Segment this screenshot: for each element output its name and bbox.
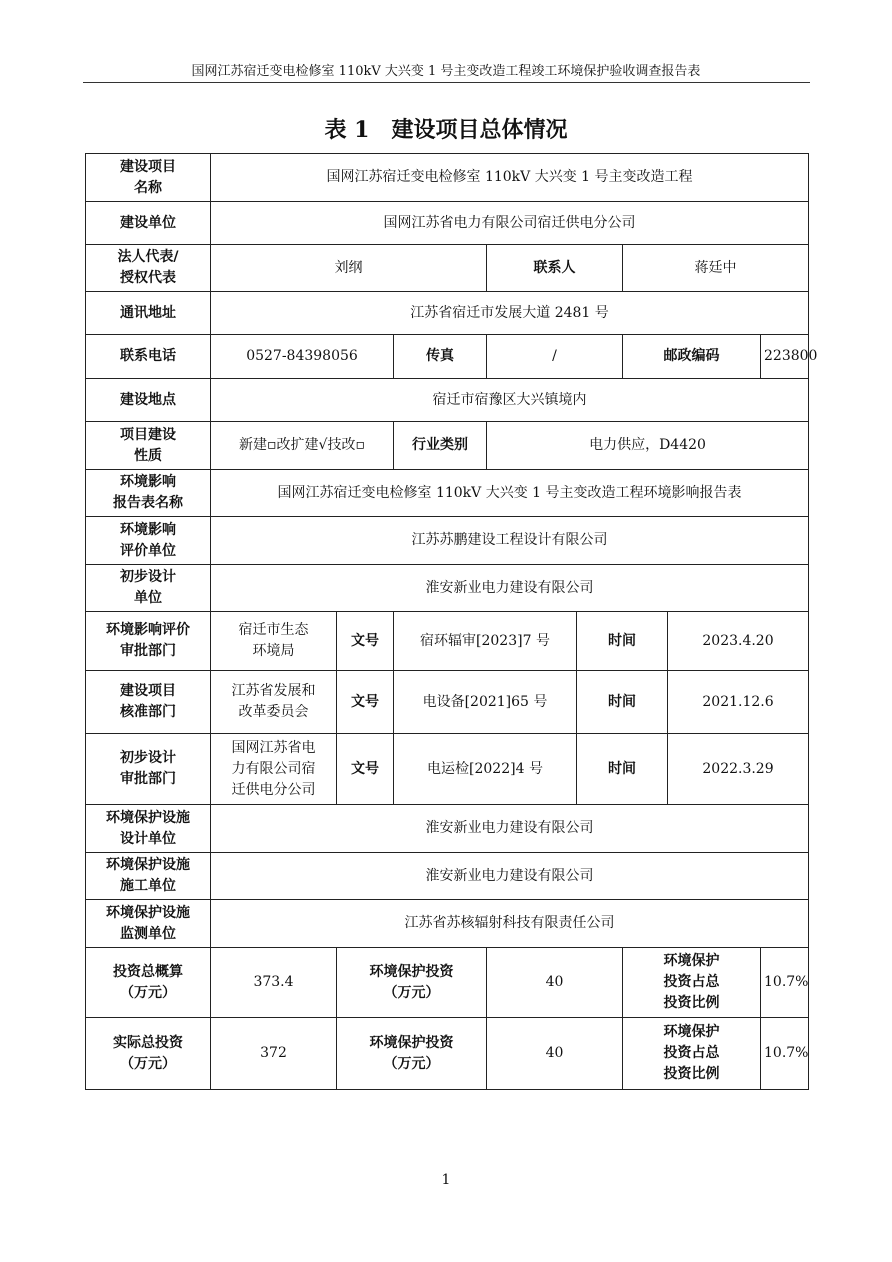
value-env-design-unit: 淮安新业电力建设有限公司 — [211, 805, 809, 853]
label-estimated-env-investment: 环境保护投资 （万元） — [337, 948, 487, 1018]
label-postcode: 邮政编码 — [623, 335, 761, 379]
row-env-monitoring-unit — [86, 900, 809, 948]
row-eia-approval — [86, 612, 809, 671]
label-design-approval-time: 时间 — [577, 734, 668, 805]
row-prelim-design-unit — [86, 565, 809, 612]
row-location — [86, 379, 809, 422]
row-legal-rep — [86, 245, 809, 292]
label-env-monitoring-unit: 环境保护设施 监测单位 — [86, 900, 211, 948]
label-fax: 传真 — [394, 335, 487, 379]
label-eia-unit: 环境影响 评价单位 — [86, 517, 211, 565]
row-address — [86, 292, 809, 335]
value-nature: 新建▫改扩建√技改▫ — [211, 422, 394, 470]
value-eia-approval-time: 2023.4.20 — [668, 612, 809, 671]
header-rule — [83, 82, 810, 83]
value-env-monitoring-unit: 江苏省苏核辐射科技有限责任公司 — [211, 900, 809, 948]
label-eia-approval-time: 时间 — [577, 612, 668, 671]
label-env-construction-unit: 环境保护设施 施工单位 — [86, 853, 211, 900]
value-fax: / — [487, 335, 623, 379]
label-contact: 联系人 — [487, 245, 623, 292]
value-design-approval-time: 2022.3.29 — [668, 734, 809, 805]
value-postcode: 223800 — [761, 335, 809, 379]
label-estimated-ratio: 环境保护 投资占总 投资比例 — [623, 948, 761, 1018]
value-actual-env-investment: 40 — [487, 1018, 623, 1090]
label-phone: 联系电话 — [86, 335, 211, 379]
value-project-approval-doc: 电设备[2021]65 号 — [394, 671, 577, 734]
value-env-construction-unit: 淮安新业电力建设有限公司 — [211, 853, 809, 900]
row-nature — [86, 422, 809, 470]
label-eia-approval: 环境影响评价 审批部门 — [86, 612, 211, 671]
label-estimated-investment: 投资总概算 （万元） — [86, 948, 211, 1018]
row-env-design-unit — [86, 805, 809, 853]
table-title: 表 1 建设项目总体情况 — [324, 117, 568, 143]
label-actual-env-investment: 环境保护投资 （万元） — [337, 1018, 487, 1090]
label-project-approval-doc: 文号 — [337, 671, 394, 734]
row-project-approval — [86, 671, 809, 734]
label-eia-report-name: 环境影响 报告表名称 — [86, 470, 211, 517]
value-location: 宿迁市宿豫区大兴镇境内 — [211, 379, 809, 422]
running-header: 国网江苏宿迁变电检修室 110kV 大兴变 1 号主变改造工程竣工环境保护验收调查报告表 — [191, 64, 701, 79]
label-location: 建设地点 — [86, 379, 211, 422]
value-eia-approval-doc: 宿环辐审[2023]7 号 — [394, 612, 577, 671]
value-project-name: 国网江苏宿迁变电检修室 110kV 大兴变 1 号主变改造工程 — [211, 154, 809, 202]
row-actual-investment — [86, 1018, 809, 1090]
row-design-approval — [86, 734, 809, 805]
label-legal-rep: 法人代表/ 授权代表 — [86, 245, 211, 292]
label-design-approval: 初步设计 审批部门 — [86, 734, 211, 805]
value-project-approval-dept: 江苏省发展和 改革委员会 — [211, 671, 337, 734]
value-legal-rep: 刘纲 — [211, 245, 487, 292]
value-actual-ratio: 10.7% — [761, 1018, 809, 1090]
value-contact: 蒋廷中 — [623, 245, 809, 292]
row-project-name — [86, 154, 809, 202]
row-eia-unit — [86, 517, 809, 565]
value-address: 江苏省宿迁市发展大道 2481 号 — [211, 292, 809, 335]
value-project-approval-time: 2021.12.6 — [668, 671, 809, 734]
row-env-construction-unit — [86, 853, 809, 900]
label-industry: 行业类别 — [394, 422, 487, 470]
label-prelim-design-unit: 初步设计 单位 — [86, 565, 211, 612]
row-eia-report-name — [86, 470, 809, 517]
label-construction-unit: 建设单位 — [86, 202, 211, 245]
value-eia-approval-dept: 宿迁市生态 环境局 — [211, 612, 337, 671]
label-actual-ratio: 环境保护 投资占总 投资比例 — [623, 1018, 761, 1090]
value-design-approval-dept: 国网江苏省电 力有限公司宿 迁供电分公司 — [211, 734, 337, 805]
value-prelim-design-unit: 淮安新业电力建设有限公司 — [211, 565, 809, 612]
label-project-approval-time: 时间 — [577, 671, 668, 734]
page-number: 1 — [441, 1172, 451, 1188]
label-design-approval-doc: 文号 — [337, 734, 394, 805]
value-industry: 电力供应，D4420 — [487, 422, 809, 470]
value-construction-unit: 国网江苏省电力有限公司宿迁供电分公司 — [211, 202, 809, 245]
value-estimated-env-investment: 40 — [487, 948, 623, 1018]
label-eia-approval-doc: 文号 — [337, 612, 394, 671]
value-eia-unit: 江苏苏鹏建设工程设计有限公司 — [211, 517, 809, 565]
label-project-approval: 建设项目 核准部门 — [86, 671, 211, 734]
value-actual-investment: 372 — [211, 1018, 337, 1090]
value-estimated-ratio: 10.7% — [761, 948, 809, 1018]
value-phone: 0527-84398056 — [211, 335, 394, 379]
label-env-design-unit: 环境保护设施 设计单位 — [86, 805, 211, 853]
value-eia-report-name: 国网江苏宿迁变电检修室 110kV 大兴变 1 号主变改造工程环境影响报告表 — [211, 470, 809, 517]
label-project-name: 建设项目 名称 — [86, 154, 211, 202]
value-estimated-investment: 373.4 — [211, 948, 337, 1018]
value-design-approval-doc: 电运检[2022]4 号 — [394, 734, 577, 805]
label-nature: 项目建设 性质 — [86, 422, 211, 470]
row-estimated-investment — [86, 948, 809, 1018]
label-actual-investment: 实际总投资 （万元） — [86, 1018, 211, 1090]
row-phone — [86, 335, 809, 379]
label-address: 通讯地址 — [86, 292, 211, 335]
row-construction-unit — [86, 202, 809, 245]
project-overview-table — [85, 153, 818, 1090]
